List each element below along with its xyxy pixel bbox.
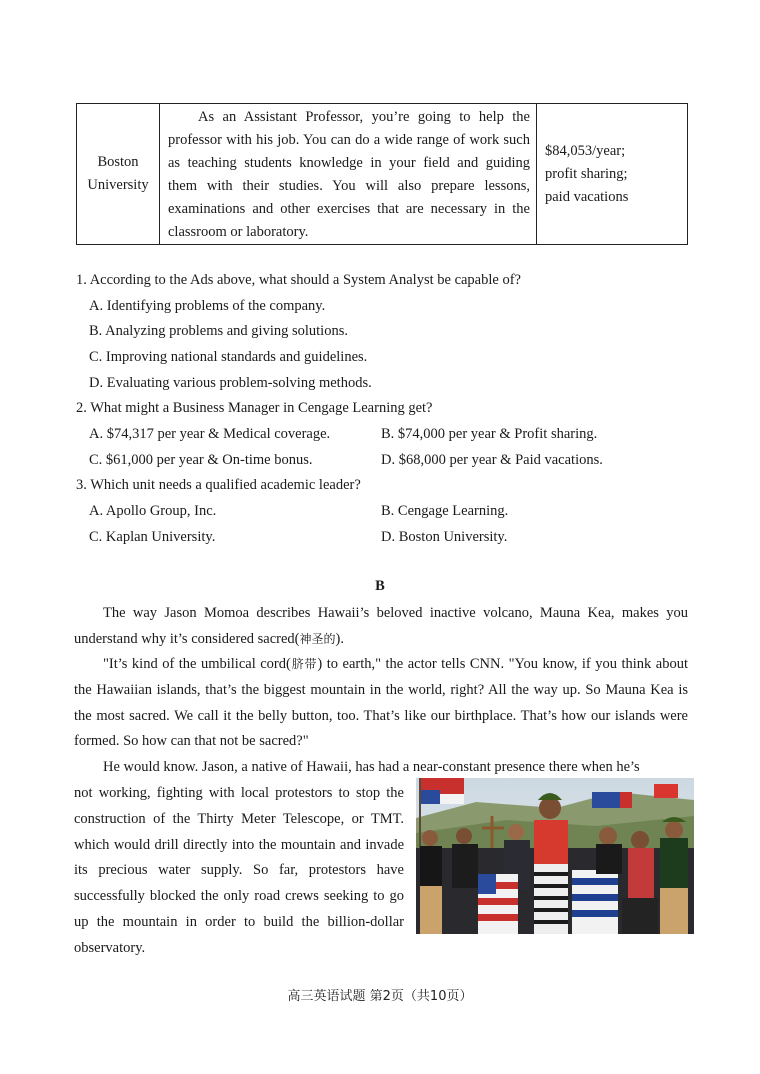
job-ad-table bbox=[76, 103, 688, 245]
employer-cell bbox=[77, 104, 160, 245]
chinese-gloss: 脐带 bbox=[290, 657, 318, 671]
question-stem: 3. Which unit needs a qualified academic leader? bbox=[76, 477, 361, 493]
benefit: profit sharing; bbox=[545, 165, 628, 182]
page-footer: 高三英语试题 第2页（共10页） bbox=[287, 989, 473, 1004]
question-option: D. Evaluating various problem-solving methods. bbox=[89, 375, 372, 391]
benefit: paid vacations bbox=[545, 188, 629, 205]
paragraph-text: ) to earth," the actor tells CNN. "You know, if you think about the Hawaiian islands, that’s the biggest mountain in the world, right? All the way up. So Mauna Kea is the most sacred. We call it the belly button, too. That’s like our birthplace. That’s how our islands were formed. So how can that not be sacred?" bbox=[74, 656, 688, 750]
question-stem: 2. What might a Business Manager in Cengage Learning get? bbox=[76, 400, 433, 416]
paragraph bbox=[74, 755, 688, 781]
employer-line: Boston bbox=[97, 154, 139, 170]
table-row bbox=[77, 104, 688, 245]
question-option: B. Cengage Learning. bbox=[381, 503, 509, 519]
question-stem: 1. According to the Ads above, what should a System Analyst be capable of? bbox=[76, 272, 521, 288]
salary-cell bbox=[537, 104, 688, 245]
question-option: A. Apollo Group, Inc. bbox=[89, 503, 217, 519]
question-option: A. Identifying problems of the company. bbox=[89, 298, 326, 314]
question-option: C. $61,000 per year & On-time bonus. bbox=[89, 452, 313, 468]
paragraph-wrapped: not working, fighting with local protestors to stop the construction of the Thirty Meter Telescope, or TMT. which would drill directly into the mountain and invade its precious water supply. So far, protestors have successfully blocked the only road crews seeking to go up the mountain in order to build the billion-dollar observatory. bbox=[74, 785, 404, 956]
question-option: D. $68,000 per year & Paid vacations. bbox=[381, 452, 603, 468]
question-option: D. Boston University. bbox=[381, 529, 508, 545]
question-option: B. $74,000 per year & Profit sharing. bbox=[381, 426, 598, 442]
question-option: C. Kaplan University. bbox=[89, 529, 216, 545]
question-option: B. Analyzing problems and giving solutions. bbox=[89, 323, 348, 339]
employer-line: University bbox=[87, 177, 149, 193]
chinese-gloss: 神圣的 bbox=[299, 631, 336, 646]
salary: $84,053/year; bbox=[545, 142, 626, 159]
paragraph-text: He would know. Jason, a native of Hawaii, has had a near-constant presence there when he’s bbox=[103, 759, 640, 775]
paragraph bbox=[74, 652, 688, 755]
job-description-cell bbox=[160, 104, 537, 245]
question-option: A. $74,317 per year & Medical coverage. bbox=[89, 426, 331, 442]
paragraph-text: "It’s kind of the umbilical cord( bbox=[103, 656, 291, 672]
section-heading: B bbox=[375, 578, 385, 594]
paragraph-text: The way Jason Momoa describes Hawaii’s beloved inactive volcano, Mauna Kea, makes you understand why it’s considered sacred( bbox=[74, 605, 688, 647]
protest-photo bbox=[416, 778, 694, 934]
question-option: C. Improving national standards and guidelines. bbox=[89, 349, 368, 365]
job-description: As an Assistant Professor, you’re going to help the professor with his job. You can do a wide range of work such as teaching students knowledge in your field and guiding them with their studies. You will also prepare lessons, examinations and other exercises that are necessary in the classroom or laboratory. bbox=[168, 109, 530, 240]
paragraph-text: ). bbox=[335, 630, 344, 647]
paragraph bbox=[74, 601, 688, 653]
